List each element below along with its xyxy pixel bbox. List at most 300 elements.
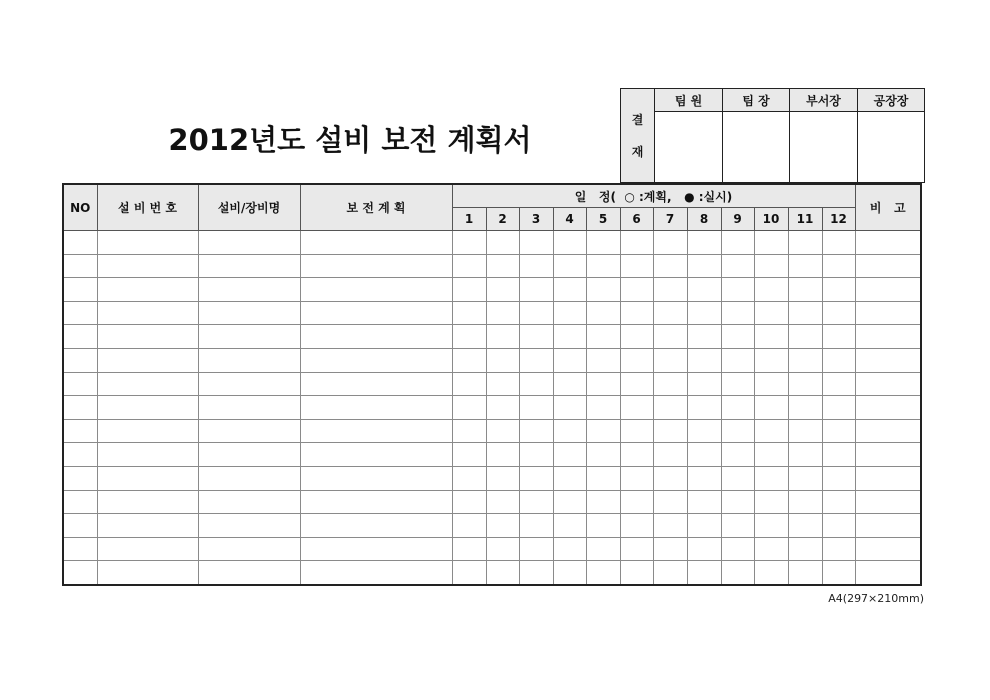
remarks-cell[interactable] [855, 396, 921, 420]
month-10-cell[interactable] [754, 278, 788, 302]
month-1-cell[interactable] [452, 372, 486, 396]
maintenance-plan-cell[interactable] [300, 537, 452, 561]
month-7-cell[interactable] [653, 561, 687, 585]
month-9-cell[interactable] [721, 561, 754, 585]
month-9-cell[interactable] [721, 396, 754, 420]
paper-size-note: A4(297×210mm) [828, 592, 924, 605]
header-month-10: 10 [754, 208, 788, 231]
month-2-cell[interactable] [486, 396, 519, 420]
month-10-cell[interactable] [754, 443, 788, 467]
approval-role-team-leader: 팀 장 [723, 89, 790, 112]
equipment-name-cell[interactable] [198, 348, 300, 372]
table-row [63, 396, 921, 420]
month-6-cell[interactable] [620, 514, 653, 538]
month-4-cell[interactable] [553, 419, 586, 443]
month-7-cell[interactable] [653, 348, 687, 372]
month-9-cell[interactable] [721, 490, 754, 514]
month-6-cell[interactable] [620, 537, 653, 561]
no-cell[interactable] [63, 537, 97, 561]
approval-side-char-1: 결 [631, 112, 644, 127]
maintenance-plan-cell[interactable] [300, 278, 452, 302]
month-2-cell[interactable] [486, 325, 519, 349]
table-row [63, 372, 921, 396]
header-remarks: 비 고 [855, 184, 921, 231]
no-cell[interactable] [63, 443, 97, 467]
approval-side-label [621, 89, 655, 183]
month-3-cell[interactable] [519, 254, 553, 278]
month-12-cell[interactable] [822, 514, 855, 538]
table-row [63, 466, 921, 490]
maintenance-plan-cell[interactable] [300, 561, 452, 585]
month-5-cell[interactable] [586, 254, 620, 278]
month-1-cell[interactable] [452, 278, 486, 302]
month-11-cell[interactable] [788, 231, 822, 255]
no-cell[interactable] [63, 490, 97, 514]
month-6-cell[interactable] [620, 231, 653, 255]
month-4-cell[interactable] [553, 396, 586, 420]
month-3-cell[interactable] [519, 514, 553, 538]
month-8-cell[interactable] [687, 278, 721, 302]
month-10-cell[interactable] [754, 372, 788, 396]
month-4-cell[interactable] [553, 490, 586, 514]
month-11-cell[interactable] [788, 372, 822, 396]
month-8-cell[interactable] [687, 396, 721, 420]
month-5-cell[interactable] [586, 537, 620, 561]
maintenance-plan-cell[interactable] [300, 231, 452, 255]
month-10-cell[interactable] [754, 396, 788, 420]
month-2-cell[interactable] [486, 514, 519, 538]
no-cell[interactable] [63, 325, 97, 349]
month-7-cell[interactable] [653, 301, 687, 325]
month-12-cell[interactable] [822, 254, 855, 278]
maintenance-plan-cell[interactable] [300, 325, 452, 349]
month-1-cell[interactable] [452, 231, 486, 255]
month-2-cell[interactable] [486, 372, 519, 396]
equipment-name-cell[interactable] [198, 372, 300, 396]
equipment-name-cell[interactable] [198, 301, 300, 325]
month-1-cell[interactable] [452, 514, 486, 538]
month-10-cell[interactable] [754, 561, 788, 585]
signature-cell-staff[interactable] [655, 112, 723, 183]
month-3-cell[interactable] [519, 301, 553, 325]
month-5-cell[interactable] [586, 372, 620, 396]
equipment-name-cell[interactable] [198, 419, 300, 443]
month-8-cell[interactable] [687, 466, 721, 490]
remarks-cell[interactable] [855, 490, 921, 514]
month-9-cell[interactable] [721, 325, 754, 349]
maintenance-plan-cell[interactable] [300, 443, 452, 467]
table-row [63, 537, 921, 561]
month-10-cell[interactable] [754, 419, 788, 443]
table-row [63, 490, 921, 514]
month-7-cell[interactable] [653, 537, 687, 561]
month-3-cell[interactable] [519, 396, 553, 420]
month-3-cell[interactable] [519, 419, 553, 443]
month-8-cell[interactable] [687, 254, 721, 278]
equipment-number-cell[interactable] [97, 561, 198, 585]
remarks-cell[interactable] [855, 231, 921, 255]
month-3-cell[interactable] [519, 443, 553, 467]
no-cell[interactable] [63, 466, 97, 490]
month-6-cell[interactable] [620, 443, 653, 467]
month-11-cell[interactable] [788, 278, 822, 302]
month-10-cell[interactable] [754, 514, 788, 538]
month-11-cell[interactable] [788, 490, 822, 514]
no-cell[interactable] [63, 254, 97, 278]
month-6-cell[interactable] [620, 372, 653, 396]
remarks-cell[interactable] [855, 325, 921, 349]
month-1-cell[interactable] [452, 537, 486, 561]
month-4-cell[interactable] [553, 372, 586, 396]
month-1-cell[interactable] [452, 466, 486, 490]
equipment-number-cell[interactable] [97, 396, 198, 420]
equipment-name-cell[interactable] [198, 561, 300, 585]
month-5-cell[interactable] [586, 419, 620, 443]
month-11-cell[interactable] [788, 466, 822, 490]
month-5-cell[interactable] [586, 396, 620, 420]
remarks-cell[interactable] [855, 466, 921, 490]
month-1-cell[interactable] [452, 325, 486, 349]
month-8-cell[interactable] [687, 561, 721, 585]
month-10-cell[interactable] [754, 231, 788, 255]
month-11-cell[interactable] [788, 348, 822, 372]
month-11-cell[interactable] [788, 443, 822, 467]
month-11-cell[interactable] [788, 396, 822, 420]
month-3-cell[interactable] [519, 561, 553, 585]
month-12-cell[interactable] [822, 561, 855, 585]
remarks-cell[interactable] [855, 537, 921, 561]
month-6-cell[interactable] [620, 419, 653, 443]
month-8-cell[interactable] [687, 325, 721, 349]
month-12-cell[interactable] [822, 301, 855, 325]
no-cell[interactable] [63, 301, 97, 325]
header-month-5: 5 [586, 208, 620, 231]
header-equipment-name: 설비/장비명 [198, 184, 300, 231]
month-1-cell[interactable] [452, 419, 486, 443]
maintenance-plan-cell[interactable] [300, 301, 452, 325]
month-9-cell[interactable] [721, 514, 754, 538]
no-cell[interactable] [63, 561, 97, 585]
month-2-cell[interactable] [486, 490, 519, 514]
month-6-cell[interactable] [620, 490, 653, 514]
month-4-cell[interactable] [553, 514, 586, 538]
month-4-cell[interactable] [553, 231, 586, 255]
month-10-cell[interactable] [754, 348, 788, 372]
month-9-cell[interactable] [721, 443, 754, 467]
month-5-cell[interactable] [586, 514, 620, 538]
approval-role-plant-manager: 공장장 [858, 89, 925, 112]
remarks-cell[interactable] [855, 254, 921, 278]
month-6-cell[interactable] [620, 561, 653, 585]
equipment-name-cell[interactable] [198, 231, 300, 255]
month-4-cell[interactable] [553, 278, 586, 302]
month-5-cell[interactable] [586, 490, 620, 514]
remarks-cell[interactable] [855, 514, 921, 538]
month-12-cell[interactable] [822, 443, 855, 467]
month-10-cell[interactable] [754, 301, 788, 325]
month-12-cell[interactable] [822, 419, 855, 443]
month-4-cell[interactable] [553, 325, 586, 349]
month-10-cell[interactable] [754, 466, 788, 490]
month-4-cell[interactable] [553, 561, 586, 585]
month-1-cell[interactable] [452, 254, 486, 278]
maintenance-plan-cell[interactable] [300, 466, 452, 490]
maintenance-plan-cell[interactable] [300, 490, 452, 514]
month-10-cell[interactable] [754, 490, 788, 514]
month-6-cell[interactable] [620, 278, 653, 302]
equipment-number-cell[interactable] [97, 490, 198, 514]
month-2-cell[interactable] [486, 254, 519, 278]
header-month-12: 12 [822, 208, 855, 231]
month-5-cell[interactable] [586, 278, 620, 302]
equipment-number-cell[interactable] [97, 466, 198, 490]
table-row [63, 419, 921, 443]
month-8-cell[interactable] [687, 537, 721, 561]
maintenance-plan-cell[interactable] [300, 254, 452, 278]
month-10-cell[interactable] [754, 254, 788, 278]
month-4-cell[interactable] [553, 443, 586, 467]
equipment-number-cell[interactable] [97, 325, 198, 349]
table-row [63, 514, 921, 538]
month-7-cell[interactable] [653, 443, 687, 467]
month-8-cell[interactable] [687, 301, 721, 325]
month-7-cell[interactable] [653, 466, 687, 490]
month-2-cell[interactable] [486, 561, 519, 585]
month-9-cell[interactable] [721, 466, 754, 490]
equipment-name-cell[interactable] [198, 490, 300, 514]
maintenance-plan-cell[interactable] [300, 419, 452, 443]
equipment-name-cell[interactable] [198, 443, 300, 467]
month-8-cell[interactable] [687, 490, 721, 514]
month-11-cell[interactable] [788, 325, 822, 349]
month-10-cell[interactable] [754, 537, 788, 561]
month-4-cell[interactable] [553, 348, 586, 372]
equipment-number-cell[interactable] [97, 301, 198, 325]
remarks-cell[interactable] [855, 561, 921, 585]
month-9-cell[interactable] [721, 348, 754, 372]
month-7-cell[interactable] [653, 254, 687, 278]
equipment-number-cell[interactable] [97, 231, 198, 255]
month-11-cell[interactable] [788, 537, 822, 561]
month-10-cell[interactable] [754, 325, 788, 349]
month-1-cell[interactable] [452, 561, 486, 585]
remarks-cell[interactable] [855, 348, 921, 372]
month-1-cell[interactable] [452, 443, 486, 467]
approval-role-staff: 팀 원 [655, 89, 723, 112]
month-2-cell[interactable] [486, 231, 519, 255]
month-1-cell[interactable] [452, 396, 486, 420]
month-9-cell[interactable] [721, 301, 754, 325]
month-2-cell[interactable] [486, 537, 519, 561]
header-maintenance-plan: 보 전 계 획 [300, 184, 452, 231]
month-3-cell[interactable] [519, 466, 553, 490]
month-5-cell[interactable] [586, 561, 620, 585]
remarks-cell[interactable] [855, 372, 921, 396]
month-5-cell[interactable] [586, 301, 620, 325]
equipment-number-cell[interactable] [97, 254, 198, 278]
no-cell[interactable] [63, 514, 97, 538]
table-row [63, 561, 921, 585]
equipment-name-cell[interactable] [198, 514, 300, 538]
header-month-3: 3 [519, 208, 553, 231]
equipment-number-cell[interactable] [97, 514, 198, 538]
table-row [63, 325, 921, 349]
equipment-number-cell[interactable] [97, 372, 198, 396]
no-cell[interactable] [63, 419, 97, 443]
month-12-cell[interactable] [822, 490, 855, 514]
month-1-cell[interactable] [452, 348, 486, 372]
month-12-cell[interactable] [822, 348, 855, 372]
month-5-cell[interactable] [586, 443, 620, 467]
month-9-cell[interactable] [721, 419, 754, 443]
approval-role-dept-head: 부서장 [790, 89, 858, 112]
equipment-name-cell[interactable] [198, 278, 300, 302]
month-9-cell[interactable] [721, 278, 754, 302]
signature-cell-team-leader[interactable] [723, 112, 790, 183]
table-row [63, 278, 921, 302]
table-row [63, 301, 921, 325]
remarks-cell[interactable] [855, 301, 921, 325]
approval-side-char-2: 재 [631, 144, 644, 159]
month-6-cell[interactable] [620, 301, 653, 325]
month-7-cell[interactable] [653, 396, 687, 420]
month-2-cell[interactable] [486, 419, 519, 443]
month-7-cell[interactable] [653, 325, 687, 349]
header-schedule: 일 정( ○ :계획, ● :실시) [452, 184, 855, 208]
month-9-cell[interactable] [721, 372, 754, 396]
equipment-number-cell[interactable] [97, 278, 198, 302]
month-12-cell[interactable] [822, 372, 855, 396]
month-6-cell[interactable] [620, 396, 653, 420]
month-2-cell[interactable] [486, 348, 519, 372]
month-6-cell[interactable] [620, 466, 653, 490]
month-2-cell[interactable] [486, 278, 519, 302]
month-5-cell[interactable] [586, 325, 620, 349]
signature-cell-dept-head[interactable] [790, 112, 858, 183]
maintenance-plan-cell[interactable] [300, 348, 452, 372]
month-3-cell[interactable] [519, 490, 553, 514]
month-1-cell[interactable] [452, 490, 486, 514]
header-month-2: 2 [486, 208, 519, 231]
month-9-cell[interactable] [721, 537, 754, 561]
no-cell[interactable] [63, 231, 97, 255]
month-5-cell[interactable] [586, 348, 620, 372]
maintenance-plan-table [62, 183, 922, 586]
table-row [63, 254, 921, 278]
month-6-cell[interactable] [620, 254, 653, 278]
month-11-cell[interactable] [788, 561, 822, 585]
equipment-number-cell[interactable] [97, 419, 198, 443]
month-5-cell[interactable] [586, 466, 620, 490]
month-7-cell[interactable] [653, 490, 687, 514]
header-month-8: 8 [687, 208, 721, 231]
month-11-cell[interactable] [788, 254, 822, 278]
month-9-cell[interactable] [721, 254, 754, 278]
equipment-number-cell[interactable] [97, 537, 198, 561]
month-9-cell[interactable] [721, 231, 754, 255]
month-4-cell[interactable] [553, 301, 586, 325]
equipment-number-cell[interactable] [97, 443, 198, 467]
month-7-cell[interactable] [653, 514, 687, 538]
maintenance-plan-cell[interactable] [300, 396, 452, 420]
month-1-cell[interactable] [452, 301, 486, 325]
header-month-11: 11 [788, 208, 822, 231]
month-5-cell[interactable] [586, 231, 620, 255]
header-month-6: 6 [620, 208, 653, 231]
equipment-name-cell[interactable] [198, 325, 300, 349]
no-cell[interactable] [63, 372, 97, 396]
month-7-cell[interactable] [653, 372, 687, 396]
month-12-cell[interactable] [822, 278, 855, 302]
equipment-name-cell[interactable] [198, 396, 300, 420]
month-12-cell[interactable] [822, 466, 855, 490]
month-12-cell[interactable] [822, 537, 855, 561]
equipment-name-cell[interactable] [198, 466, 300, 490]
approval-box [620, 88, 925, 183]
month-11-cell[interactable] [788, 514, 822, 538]
month-8-cell[interactable] [687, 443, 721, 467]
month-6-cell[interactable] [620, 325, 653, 349]
month-4-cell[interactable] [553, 254, 586, 278]
month-3-cell[interactable] [519, 231, 553, 255]
month-12-cell[interactable] [822, 325, 855, 349]
maintenance-plan-cell[interactable] [300, 514, 452, 538]
header-month-4: 4 [553, 208, 586, 231]
month-12-cell[interactable] [822, 231, 855, 255]
header-no: NO [63, 184, 97, 231]
remarks-cell[interactable] [855, 278, 921, 302]
no-cell[interactable] [63, 348, 97, 372]
month-4-cell[interactable] [553, 537, 586, 561]
month-7-cell[interactable] [653, 278, 687, 302]
table-row [63, 348, 921, 372]
month-8-cell[interactable] [687, 231, 721, 255]
equipment-name-cell[interactable] [198, 254, 300, 278]
remarks-cell[interactable] [855, 419, 921, 443]
month-3-cell[interactable] [519, 348, 553, 372]
month-8-cell[interactable] [687, 514, 721, 538]
month-7-cell[interactable] [653, 231, 687, 255]
month-3-cell[interactable] [519, 372, 553, 396]
month-8-cell[interactable] [687, 348, 721, 372]
month-12-cell[interactable] [822, 396, 855, 420]
document-title: 2012년도 설비 보전 계획서 [168, 123, 532, 157]
month-11-cell[interactable] [788, 419, 822, 443]
table-row [63, 231, 921, 255]
month-3-cell[interactable] [519, 537, 553, 561]
month-6-cell[interactable] [620, 348, 653, 372]
equipment-name-cell[interactable] [198, 537, 300, 561]
signature-cell-plant-manager[interactable] [858, 112, 925, 183]
equipment-number-cell[interactable] [97, 348, 198, 372]
month-3-cell[interactable] [519, 325, 553, 349]
month-2-cell[interactable] [486, 466, 519, 490]
no-cell[interactable] [63, 278, 97, 302]
month-7-cell[interactable] [653, 419, 687, 443]
remarks-cell[interactable] [855, 443, 921, 467]
month-3-cell[interactable] [519, 278, 553, 302]
month-8-cell[interactable] [687, 419, 721, 443]
maintenance-plan-cell[interactable] [300, 372, 452, 396]
table-row [63, 443, 921, 467]
no-cell[interactable] [63, 396, 97, 420]
month-8-cell[interactable] [687, 372, 721, 396]
header-month-7: 7 [653, 208, 687, 231]
month-11-cell[interactable] [788, 301, 822, 325]
month-4-cell[interactable] [553, 466, 586, 490]
month-2-cell[interactable] [486, 301, 519, 325]
month-2-cell[interactable] [486, 443, 519, 467]
